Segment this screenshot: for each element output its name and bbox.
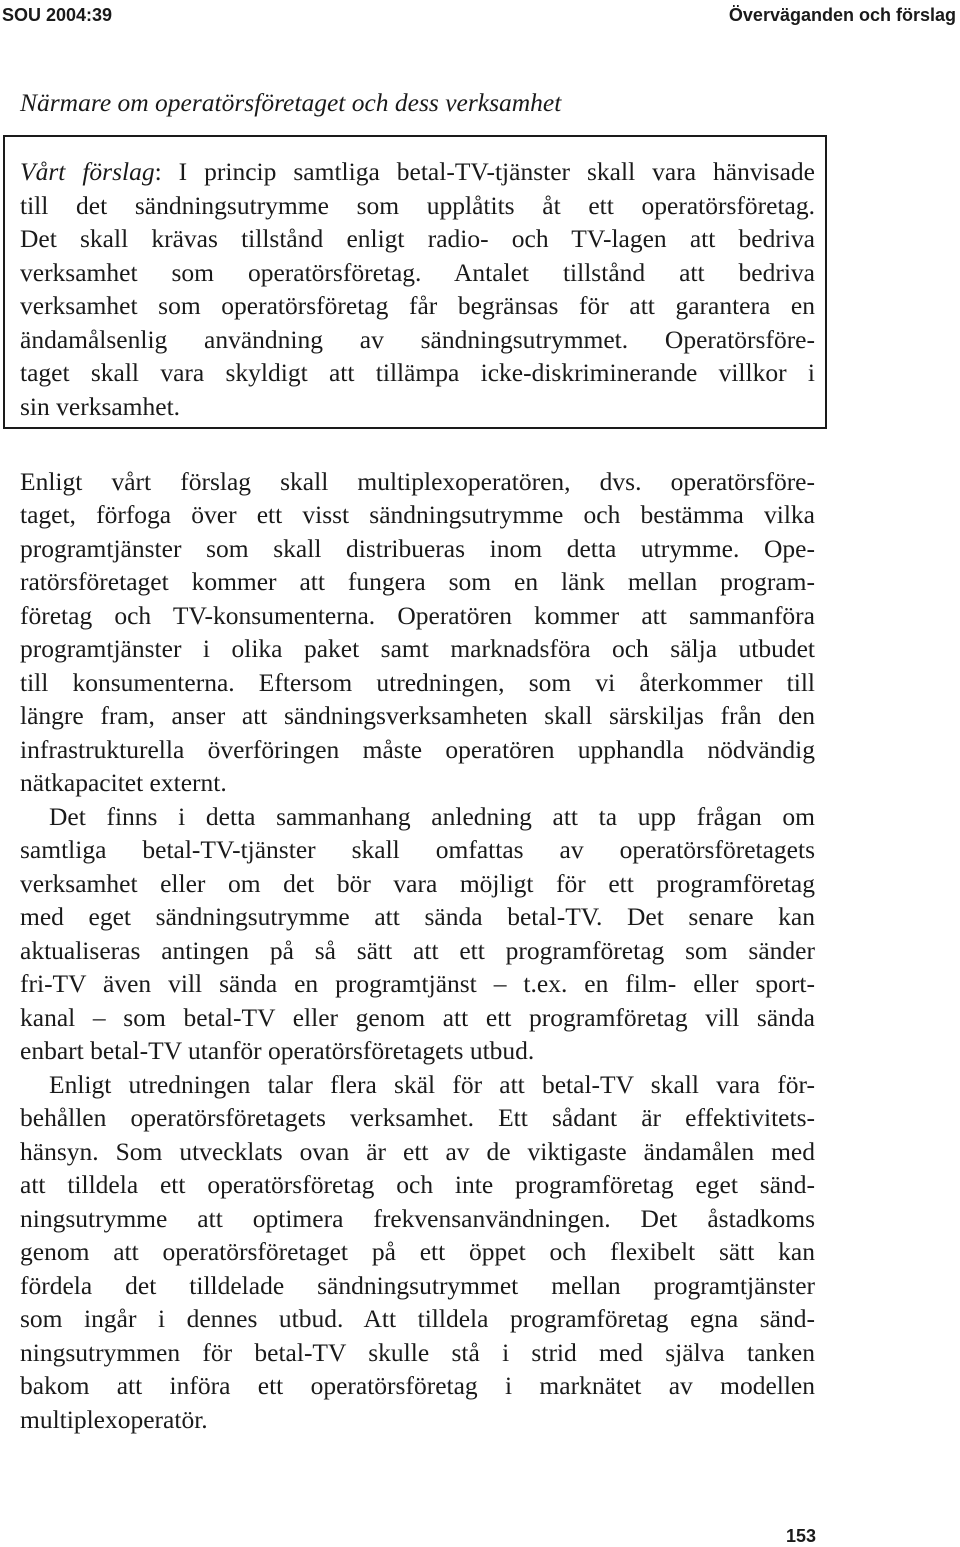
body-line: företag och TV-konsumenterna. Operatören kommer att sammanföra xyxy=(20,601,815,630)
body-line: med eget sändningsutrymme att sända betal-TV. Det senare kan xyxy=(20,902,815,931)
body-line: programtjänster i olika paket samt marknadsföra och sälja utbudet xyxy=(20,634,815,663)
page-number: 153 xyxy=(785,1526,816,1546)
proposal-line: verksamhet som operatörsföretag. Antalet tillstånd att bedriva xyxy=(20,258,815,287)
running-header-left: SOU 2004:39 xyxy=(2,5,113,25)
body-line: genom att operatörsföretaget på ett öppet och flexibelt sätt kan xyxy=(20,1237,815,1266)
body-line: till konsumenterna. Eftersom utredningen, som vi återkommer till xyxy=(20,668,815,697)
proposal-line: Det skall krävas tillstånd enligt radio- och TV-lagen att bedriva xyxy=(20,224,815,253)
proposal-label: Vårt förslag xyxy=(20,157,155,186)
body-line: programtjänster som skall distribueras inom detta utrymme. Ope- xyxy=(20,534,815,563)
proposal-line: till det sändningsutrymme som upplåtits åt ett operatörsföretag. xyxy=(20,191,815,220)
proposal-line: taget skall vara skyldigt att tillämpa icke-diskriminerande villkor i xyxy=(20,358,815,387)
body-line: ningsutrymmen för betal-TV skulle stå i strid med själva tanken xyxy=(20,1338,815,1367)
body-line: multiplexoperatör. xyxy=(20,1405,208,1434)
body-line: ningsutrymme att optimera frekvensanvändningen. Det åstadkoms xyxy=(20,1204,815,1233)
proposal-line: verksamhet som operatörsföretag får begränsas för att garantera en xyxy=(20,291,815,320)
body-line: infrastrukturella överföringen måste operatören upphandla nödvändig xyxy=(20,735,815,764)
body-line: behållen operatörsföretagets verksamhet. Ett sådant är effektivitets- xyxy=(20,1103,815,1132)
body-line: aktualiseras antingen på så sätt att ett programföretag som sänder xyxy=(20,936,815,965)
body-line: hänsyn. Som utvecklats ovan är ett av de viktigaste ändamålen med xyxy=(20,1137,815,1166)
body-line: nätkapacitet externt. xyxy=(20,768,227,797)
proposal-line: sin verksamhet. xyxy=(20,392,181,421)
body-line: ratörsföretaget kommer att fungera som en länk mellan program- xyxy=(20,567,815,596)
body-line: samtliga betal-TV-tjänster skall omfattas av operatörsföretagets xyxy=(20,835,815,864)
body-line: taget, förfoga över ett visst sändningsutrymme och bestämma vilka xyxy=(20,500,815,529)
body-line: enbart betal-TV utanför operatörsföretagets utbud. xyxy=(20,1036,535,1065)
body-line: som ingår i dennes utbud. Att tilldela programföretag egna sänd- xyxy=(20,1304,815,1333)
body-line: kanal – som betal-TV eller genom att ett programföretag vill sända xyxy=(20,1003,815,1032)
body-line: Enligt vårt förslag skall multiplexoperatören, dvs. operatörsföre- xyxy=(20,467,815,496)
body-line: bakom att införa ett operatörsföretag i marknätet av modellen xyxy=(20,1371,815,1400)
body-line: verksamhet eller om det bör vara möjligt för ett programföretag xyxy=(20,869,815,898)
proposal-line: Vårt förslag: I princip samtliga betal-TV-tjänster skall vara hänvisade xyxy=(20,157,815,186)
body-line: längre fram, anser att sändningsverksamheten skall särskiljas från den xyxy=(20,701,815,730)
body-line: fri-TV även vill sända en programtjänst – t.ex. en film- eller sport- xyxy=(20,969,815,998)
running-header-right: Överväganden och förslag xyxy=(728,5,956,25)
body-line: att tilldela ett operatörsföretag och inte programföretag eget sänd- xyxy=(20,1170,815,1199)
proposal-line: ändamålsenlig användning av sändningsutrymmet. Operatörsföre- xyxy=(20,325,815,354)
body-line: Det finns i detta sammanhang anledning att ta upp frågan om xyxy=(49,802,815,831)
body-line: Enligt utredningen talar flera skäl för att betal-TV skall vara för- xyxy=(49,1070,815,1099)
body-line: fördela det tilldelade sändningsutrymmet mellan programtjänster xyxy=(20,1271,815,1300)
section-title: Närmare om operatörsföretaget och dess verksamhet xyxy=(20,88,562,117)
